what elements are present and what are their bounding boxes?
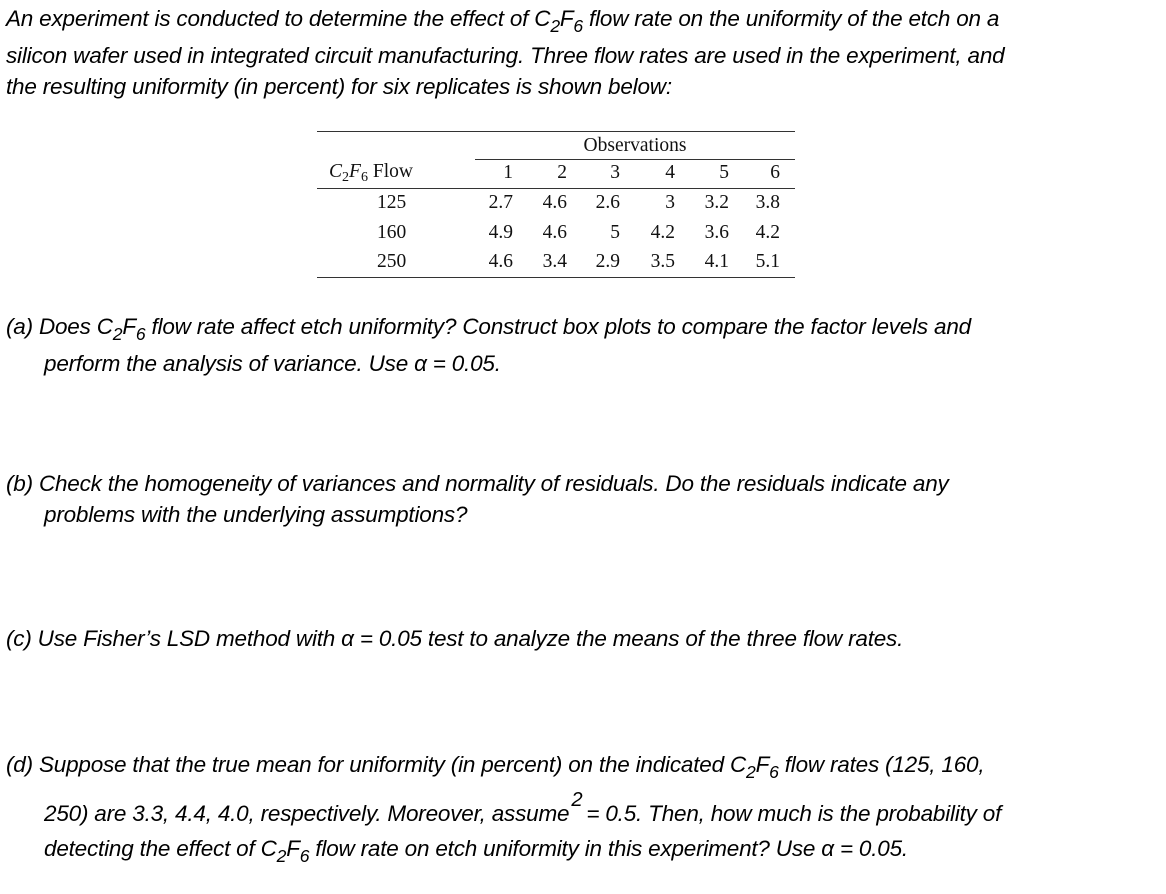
value-cell: 5.1	[755, 251, 780, 272]
sigma-squared-exponent: 2	[571, 789, 583, 812]
obs-header-4: 4	[665, 162, 675, 183]
obs-header-2: 2	[557, 162, 567, 183]
value-cell: 3.2	[704, 192, 729, 213]
value-cell: 4.6	[488, 251, 513, 272]
value-cell: 4.2	[755, 222, 780, 243]
flow-rate-table	[317, 131, 795, 277]
obs-header-3: 3	[610, 162, 620, 183]
obs-header-1: 1	[503, 162, 513, 183]
value-cell: 4.9	[488, 222, 513, 243]
question-c-line-1: (c) Use Fisher’s LSD method with α = 0.05 test to analyze the means of the three flow rates.	[6, 626, 904, 651]
value-cell: 3.6	[704, 222, 729, 243]
value-cell: 4.2	[650, 222, 675, 243]
value-cell: 3.4	[542, 251, 567, 272]
table-bottom-rule	[317, 277, 795, 278]
value-cell: 5	[610, 222, 620, 243]
question-d-line-3: detecting the effect of $C_2F_6$ flow rate on etch uniformity in this experiment? Use α = 0.05.	[44, 836, 908, 866]
observations-caption: Observations	[583, 135, 687, 156]
value-cell: 2.6	[595, 192, 620, 213]
value-cell: 4.6	[542, 192, 567, 213]
intro-line-1: An experiment is conducted to determine the effect of $C_2F_6$ flow rate on the uniformity of the etch on a	[6, 6, 1000, 36]
intro-line-2: silicon wafer used in integrated circuit manufacturing. Three flow rates are used in the experiment, and	[6, 43, 1005, 68]
value-cell: 4.1	[704, 251, 729, 272]
factor-header: C2F6 Flow	[329, 161, 413, 185]
value-cell: 2.7	[488, 192, 513, 213]
value-cell: 4.6	[542, 222, 567, 243]
flow-cell: 160	[377, 222, 407, 243]
question-b-line-2: problems with the underlying assumptions?	[44, 502, 468, 527]
value-cell: 3.8	[755, 192, 780, 213]
question-d-line-1: (d) Suppose that the true mean for uniformity (in percent) on the indicated $C_2F_6$ flow rates (125, 160,	[6, 752, 985, 782]
flow-cell: 125	[377, 192, 407, 213]
table-top-rule	[317, 131, 795, 132]
obs-header-5: 5	[719, 162, 729, 183]
value-cell: 2.9	[595, 251, 620, 272]
obs-header-6: 6	[770, 162, 780, 183]
flow-cell: 250	[377, 251, 407, 272]
question-a-line-2: perform the analysis of variance. Use α = 0.05.	[44, 351, 501, 376]
intro-line-3: the resulting uniformity (in percent) for six replicates is shown below:	[6, 74, 672, 99]
header-rule	[317, 188, 795, 189]
question-a-line-1: (a) Does $C_2F_6$ flow rate affect etch uniformity? Construct box plots to compare the factor levels and	[6, 314, 971, 344]
question-d-line-2: 250) are 3.3, 4.4, 4.0, respectively. Moreover, assume2= 0.5. Then, how much is the probability of	[44, 789, 1002, 826]
question-b-line-1: (b) Check the homogeneity of variances and normality of residuals. Do the residuals indicate any	[6, 471, 949, 496]
value-cell: 3	[665, 192, 675, 213]
observations-rule	[475, 159, 795, 160]
value-cell: 3.5	[650, 251, 675, 272]
